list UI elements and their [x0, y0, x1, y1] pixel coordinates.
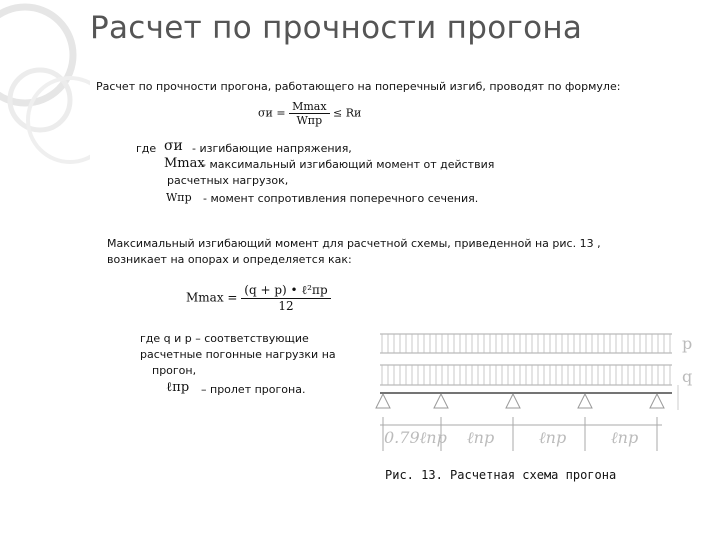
slide-title: Расчет по прочности прогона [90, 10, 583, 46]
support-5 [650, 394, 664, 408]
formula2-numerator: (q + p) • ℓ²пр [241, 283, 330, 299]
support-2 [434, 394, 448, 408]
load-q-distributed [380, 365, 672, 385]
load-p-distributed [380, 334, 672, 353]
support-4 [578, 394, 592, 408]
loads-line3: прогон, [152, 364, 197, 377]
span-label-first: 0.79ℓпр [384, 428, 447, 447]
stress-formula [258, 100, 361, 127]
span-definition: – пролет прогона. [201, 383, 306, 396]
formula1-rhs: ≤ Rи [333, 106, 362, 120]
supports [376, 394, 664, 408]
sigma-symbol: σи [164, 138, 183, 154]
intro-text: Расчет по прочности прогона, работающего на поперечный изгиб, проводят по формуле: [96, 80, 621, 93]
mmax-definition-cont: расчетных нагрузок, [167, 174, 289, 187]
sigma-definition: - изгибающие напряжения, [192, 142, 352, 155]
moment-formula [186, 283, 331, 313]
formula1-lhs: σи = [258, 106, 286, 120]
mmax-symbol: Mmax [164, 156, 205, 171]
span-symbol: ℓпр [166, 380, 190, 395]
moment-paragraph-line2: возникает на опорах и определяется как: [107, 253, 352, 266]
support-3 [506, 394, 520, 408]
mmax-definition: - максимальный изгибающий момент от действия [202, 158, 495, 171]
load-q-label: q [682, 367, 693, 386]
loads-line2: расчетные погонные нагрузки на [140, 348, 336, 361]
support-1 [376, 394, 390, 408]
span-label-4: ℓпр [611, 428, 639, 447]
formula1-denominator: Wпр [296, 114, 323, 127]
moment-paragraph-line1: Максимальный изгибающий момент для расчетной схемы, приведенной на рис. 13 , [107, 237, 601, 250]
where-label: где [136, 142, 157, 155]
figure-caption: Рис. 13. Расчетная схема прогона [385, 468, 617, 482]
span-label-2: ℓпр [467, 428, 495, 447]
loads-line1: где q и p – соответствующие [140, 332, 309, 345]
w-symbol: Wпр [166, 191, 192, 204]
formula1-numerator: Mmax [289, 100, 329, 114]
span-label-3: ℓпр [539, 428, 567, 447]
formula2-denominator: 12 [278, 299, 294, 313]
w-definition: - момент сопротивления поперечного сечения. [203, 192, 479, 205]
purlin-design-scheme [372, 325, 702, 460]
formula2-lhs: Mmax = [186, 290, 238, 305]
load-p-label: p [682, 334, 693, 353]
decorative-circles [0, 0, 90, 540]
